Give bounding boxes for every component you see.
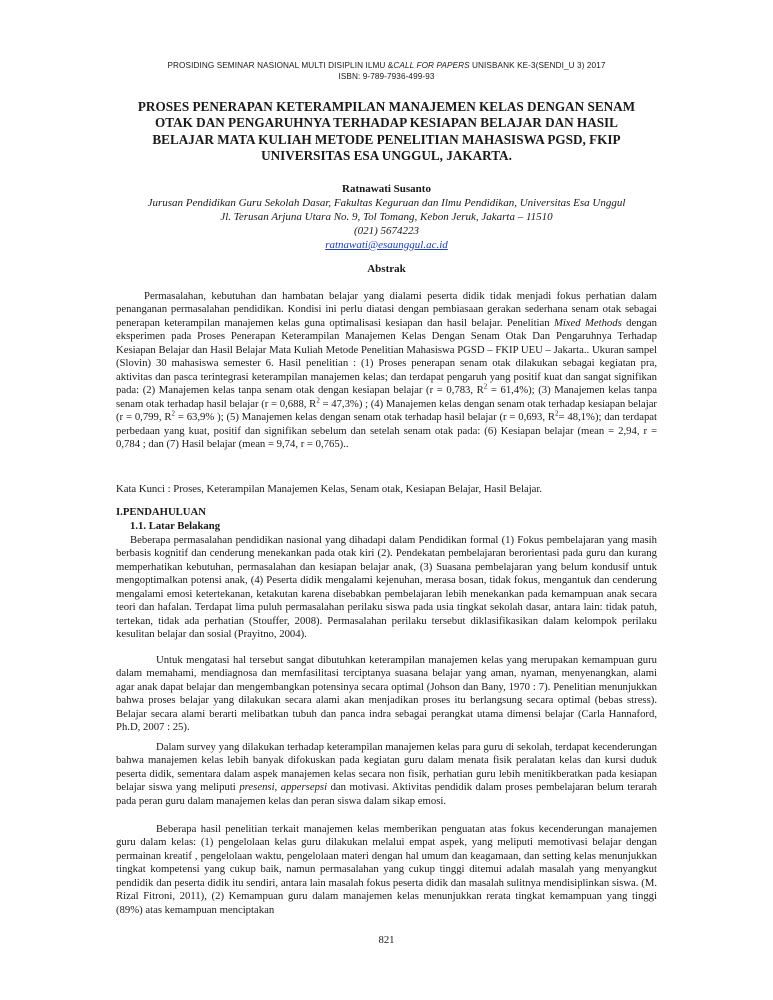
proceedings-header [0, 60, 773, 82]
affiliation: Jurusan Pendidikan Guru Sekolah Dasar, Fakultas Keguruan dan Ilmu Pendidikan, Universitas Esa Unggul [147, 196, 626, 209]
abstract-text: dengan eksperimen pada Proses Penerapan Keterampilan Manajemen Kelas Dengan Senam Otak Dan Pengaruhnya Terhadap Kesiapan Belajar dan Hasil Belajar Mata Kuliah Metode Penelitian Mahasiswa PGSD – FKIP UEU – Jakarta.. Ukuran sampel (Slovin) 30 mahasiswa semester 6. Hasil penelitian : (1) Proses penerapan senam otak dilakukan sebagai kegiatan pra, aktivitas dan pasca terintegrasi keterampilan manajemen kelas; dan terdapat pengaruh yang positif kuat dan sangat signifikan pada: (2) Manajemen kelas tanpa senam otak dengan kesiapan belajar (r = 0,783, R [116, 316, 657, 397]
author-block [100, 183, 673, 253]
author-name: Ratnawati Susanto [342, 183, 431, 195]
email-link[interactable]: ratnawati@esaunggul.ac.id [325, 238, 448, 251]
abstract-italic: Mixed Methods [553, 316, 622, 329]
abstract-heading: Abstrak [367, 263, 406, 275]
proceedings-title [0, 60, 773, 71]
title-line: UNIVERSITAS ESA UNGGUL, JAKARTA. [261, 147, 512, 163]
body-paragraph: Beberapa permasalahan pendidikan nasional yang dihadapi dalam Pendidikan formal (1) Fokus pembelajaran yang masih berbasis kognitif dan cenderung menekankan pada otak kiri (2). Pendekatan pembelajaran berorientasi pada guru dan kurang memperhatikan kebutuhan, permasalahan dan kesiapan belajar anak, (3) Suasana pembelajaran yang belum kondusif untuk mengoptimalkan potensi anak, (4) Peserta didik mengalami kejenuhan, merasa bosan, tidak fokus, mengantuk dan cenderung mengalami emosi ketertekanan, ketakutan karena disebabkan pembelajaran lebih menekankan pada kemampuan anak secara teori dan hafalan. Terdapat lima puluh permasalahan perilaku siswa pada usia tingkat sekolah dasar, antara lain: tidak patuh, tertekan, tidak ada perhatian (Stouffer, 2008). Permasalahan perilaku tersebut diklasifikasikan dalam kelompok perilaku kesulitan belajar dan sosial (Prayitno, 2004). [116, 534, 657, 641]
abstract-text: = 63,9% ); (5) Manajemen kelas dengan senam otak terhadap hasil belajar (r = 0,693, R [175, 411, 555, 424]
body-paragraph: Beberapa hasil penelitian terkait manajemen kelas memberikan penguatan atas fokus kecenderungan manajemen guru dalam kelas: (1) pengelolaan kelas guru dilakukan melalui empat aspek, yang meliputi memotivasi belajar dengan permainan kreatif , pengelolaan waktu, pengelolaan materi dengan hal umum dan keagamaan, dan setting kelas menunjukkan tingkat kompetensi yang cukup baik, namun permasalahan yang cukup tinggi ditemui adalah masalah yang menyangkut pendidik dan peserta didik itu sendiri, antara lain masalah fokus peserta didik dan masalah sulitnya mendisiplinkan siswa. (M. Rizal Fitroni, 2011), (2) Kemampuan guru dalam manajemen kelas menunjukkan rerata tingkat kemampuan yang tinggi (89%) atas kemampuan menciptakan [116, 823, 657, 916]
title-line: OTAK DAN PENGARUHNYA TERHADAP KESIAPAN BELAJAR DAN HASIL [155, 115, 618, 131]
paragraph-italic: presensi, appersepsi [239, 781, 328, 794]
isbn: ISBN: 9-789-7936-499-93 [338, 72, 435, 81]
header-italic-text: CALL FOR PAPERS [393, 61, 470, 70]
section-heading: I.PENDAHULUAN [116, 506, 206, 518]
abstract-text: = 48,1%); dan terdapat perbedaan yang kuat, positif dan signifikan sebelum dan setelah senam otak pada: (6) Kesiapan belajar (mean = 2,94, r = 0,784 ; dan (7) Hasil belajar (mean = 9,74, r = 0,765).. [116, 411, 657, 450]
header-text: PROSIDING SEMINAR NASIONAL MULTI DISIPLIN ILMU & [167, 61, 394, 70]
abstract-text: = 47,3%) ; (4) Manajemen kelas dengan senam otak terhadap kesiapan belajar (r = 0,799, R [116, 397, 657, 424]
phone: (021) 5674223 [353, 224, 420, 237]
paragraph-text: Dalam survey yang dilakukan terhadap keterampilan manajemen kelas para guru di sekolah, terdapat kecenderungan bahwa manajemen kelas lebih banyak difokuskan pada kegiatan guru dalam menata fisik peralatan kelas dan kursi duduk peserta didik, sementara dalam aspek manajemen kelas secara non fisik, perhatian guru lebih menitikberatkan pada kesiapan belajar siswa yang meliputi [116, 741, 657, 794]
header-text-end: UNISBANK KE-3(SENDI_U 3) 2017 [469, 61, 606, 70]
abstract-body [116, 290, 657, 451]
abstract-text: Permasalahan, kebutuhan dan hambatan belajar yang dialami peserta didik tidak menjadi fokus perhatian dalam penanganan permasalahan pendidikan. Kondisi ini perlu diatasi dengan pembiasaan gerakan sederhana senam otak sebagai penerapan keterampilan manajemen kelas guna optimalisasi kesiapan dan hasil belajar. Penelitian [116, 290, 657, 329]
title-line: PROSES PENERAPAN KETERAMPILAN MANAJEMEN KELAS DENGAN SENAM [137, 99, 636, 114]
superscript: 2 [483, 382, 488, 391]
paper-title [100, 99, 673, 164]
body-paragraph: Untuk mengatasi hal tersebut sangat dibutuhkan keterampilan manajemen kelas yang merupakan kemampuan guru dalam memahami, mendiagnosa dan memfasilitasi terciptanya suasana belajar yang aman, nyaman, menyenangkan, alami agar anak dapat belajar dan mengembangkan potensinya secara optimal (Johson dan Bany, 1970 : 7). Penelitian menunjukkan bahwa proses belajar yang dilakukan secara alami akan menjadikan proses itu berlangsung secara optimal (bebas stress). Belajar secara alami berarti melibatkan tubuh dan panca indra sebagai perangkat utama dimensi belajar (Carla Hannaford, Ph.D, 2007 : 25). [116, 654, 657, 734]
page-number: 821 [378, 934, 395, 946]
body-paragraph [116, 741, 657, 808]
abstract-text: = 61,4%); (3) Manajemen kelas tanpa senam otak terhadap hasil belajar (r = 0,688, R [116, 384, 657, 410]
superscript: 2 [171, 409, 175, 418]
superscript: 2 [554, 409, 559, 418]
address: Jl. Terusan Arjuna Utara No. 9, Tol Tomang, Kebon Jeruk, Jakarta – 11510 [220, 210, 553, 223]
subsection-heading: 1.1. Latar Belakang [130, 520, 221, 532]
title-line: BELAJAR MATA KULIAH METODE PENELITIAN MAHASISWA PGSD, FKIP [152, 131, 621, 147]
keywords: Kata Kunci : Proses, Keterampilan Manajemen Kelas, Senam otak, Kesiapan Belajar, Hasil Belajar. [116, 483, 543, 495]
paragraph-text: dan motivasi. Aktivitas pendidik dalam proses pembelajaran belum terarah pada peran guru dalam manajemen kelas dan peran siswa dalam sikap emosi. [116, 781, 657, 807]
superscript: 2 [316, 396, 320, 405]
